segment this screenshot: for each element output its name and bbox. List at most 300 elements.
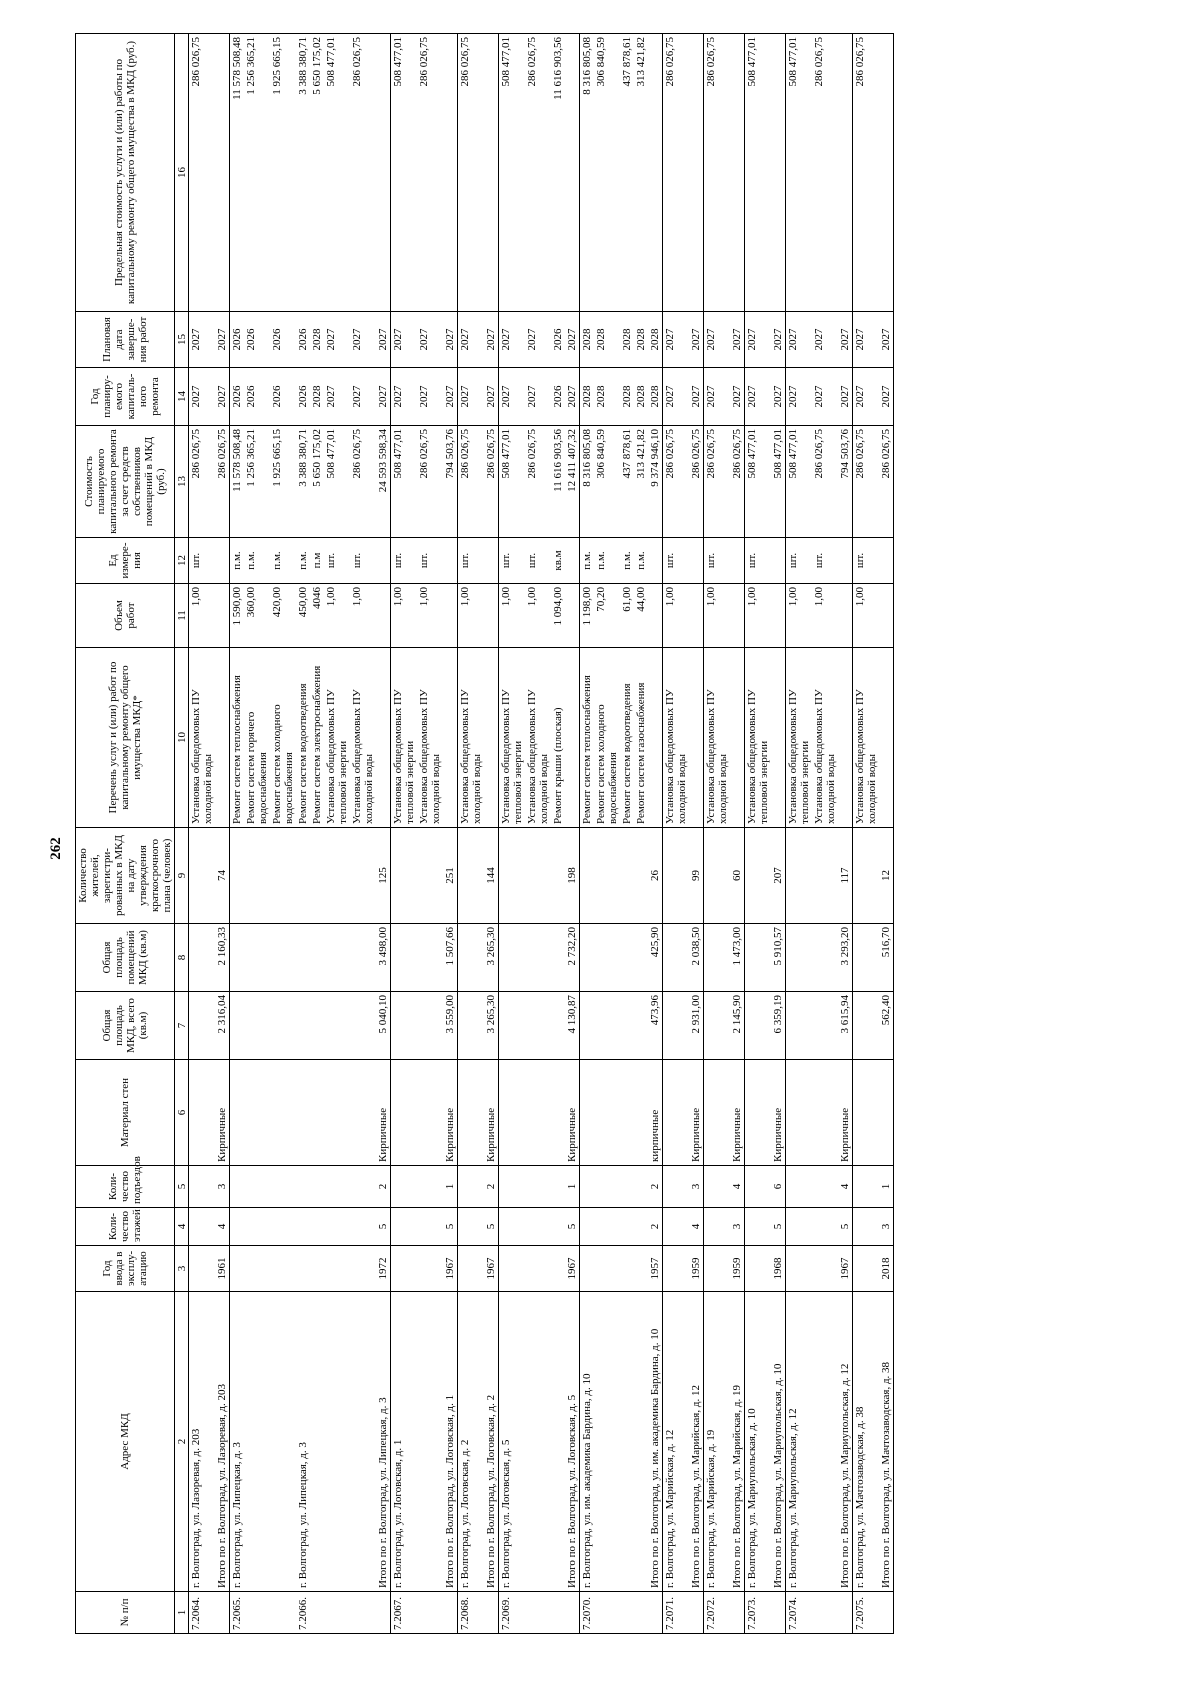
table-cell: 286 026,75 [484, 426, 499, 538]
table-cell: 1972 [376, 1246, 391, 1292]
table-cell [838, 34, 853, 312]
table-cell: 5 040,10 [376, 992, 391, 1060]
table-cell: шт. [812, 538, 838, 584]
table-cell: 2027 [689, 312, 704, 368]
table-row [324, 34, 350, 1634]
table-cell [730, 584, 745, 648]
table-cell [484, 1592, 499, 1634]
table-cell [525, 1060, 551, 1166]
table-cell [634, 1246, 648, 1292]
table-cell [458, 1246, 485, 1292]
column-header: Ед измере-ния [76, 538, 175, 584]
total-row [879, 34, 894, 1634]
table-cell [551, 1592, 565, 1634]
table-cell: г. Волгоград, ул. Логовская, д. 1 [391, 1292, 418, 1592]
table-cell: г. Волгоград, ул. Марийская, д. 12 [663, 1292, 690, 1592]
table-cell [417, 1208, 443, 1246]
table-cell [786, 1060, 813, 1166]
table-cell: 26 [648, 828, 663, 924]
table-cell: п.м. [244, 538, 270, 584]
table-cell [215, 34, 230, 312]
table-cell: 2028 [620, 312, 634, 368]
total-row [565, 34, 580, 1634]
table-cell: 2027 [565, 368, 580, 426]
table-cell: 508 477,01 [786, 426, 813, 538]
table-cell [853, 1208, 880, 1246]
table-cell [594, 828, 620, 924]
table-cell [812, 1246, 838, 1292]
table-cell: Итого по г. Волгоград, ул. Липецкая, д. 3 [376, 1292, 391, 1592]
table-cell: 99 [689, 828, 704, 924]
table-cell: Установка общедомовых ПУ холодной воды [417, 648, 443, 828]
table-cell [525, 1208, 551, 1246]
table-cell: 2027 [853, 312, 880, 368]
table-cell: 1,00 [853, 584, 880, 648]
table-cell [565, 648, 580, 828]
table-cell: 4 [689, 1208, 704, 1246]
table-cell: 1961 [215, 1246, 230, 1292]
table-cell: 11 616 903,56 [551, 426, 565, 538]
table-cell [620, 828, 634, 924]
table-cell: Установка общедомовых ПУ холодной воды [663, 648, 690, 828]
table-cell [594, 1592, 620, 1634]
table-cell [580, 1208, 595, 1246]
table-cell [689, 34, 704, 312]
table-cell: Установка общедомовых ПУ холодной воды [525, 648, 551, 828]
table-cell: 286 026,75 [879, 426, 894, 538]
table-cell [704, 1246, 731, 1292]
table-cell [484, 584, 499, 648]
table-cell: шт. [704, 538, 731, 584]
table-cell [324, 1592, 350, 1634]
table-cell [879, 648, 894, 828]
table-cell: 2026 [551, 368, 565, 426]
table-cell [838, 1592, 853, 1634]
table-cell: Итого по г. Волгоград, ул. Мачтозаводская, д. 38 [879, 1292, 894, 1592]
table-cell: 437 878,61 [620, 34, 634, 312]
column-number: 7 [175, 992, 189, 1060]
table-cell [620, 1166, 634, 1208]
table-row [189, 34, 216, 1634]
table-cell: шт. [663, 538, 690, 584]
table-cell [189, 1246, 216, 1292]
table-cell [230, 1246, 245, 1292]
table-cell [310, 924, 324, 992]
table-cell: 508 477,01 [324, 426, 350, 538]
table-cell [417, 1592, 443, 1634]
table-cell [689, 1592, 704, 1634]
table-cell: 286 026,75 [812, 426, 838, 538]
table-cell: 11 578 508,48 [230, 34, 245, 312]
table-cell: 1,00 [745, 584, 772, 648]
table-cell [244, 1060, 270, 1166]
table-cell [663, 924, 690, 992]
table-cell [745, 828, 772, 924]
table-cell: 2 160,33 [215, 924, 230, 992]
table-cell: 2027 [786, 368, 813, 426]
table-cell: 7.2064. [189, 1592, 216, 1634]
table-cell: 1959 [689, 1246, 704, 1292]
table-cell [838, 538, 853, 584]
table-cell [634, 992, 648, 1060]
column-number: 8 [175, 924, 189, 992]
table-cell [296, 1208, 310, 1246]
table-cell [565, 34, 580, 312]
table-cell: 286 026,75 [417, 426, 443, 538]
table-cell [215, 584, 230, 648]
table-row [745, 34, 772, 1634]
table-cell: Итого по г. Волгоград, ул. Мариупольская, д. 12 [838, 1292, 853, 1592]
table-cell [296, 924, 310, 992]
column-header: Предельная стоимость услуги и (или) работы по капитальному ремонту общего имущества в МКД (руб.) [76, 34, 175, 312]
table-cell: 5 [838, 1208, 853, 1246]
table-cell: 2028 [580, 368, 595, 426]
table-cell [310, 1592, 324, 1634]
table-cell: 2027 [704, 368, 731, 426]
table-cell [565, 538, 580, 584]
table-cell [324, 1060, 350, 1166]
table-cell [551, 1292, 565, 1592]
table-cell: 7.2075. [853, 1592, 880, 1634]
table-cell [376, 584, 391, 648]
table-cell: 2027 [879, 368, 894, 426]
table-cell [376, 34, 391, 312]
table-cell [648, 34, 663, 312]
table-cell [324, 1292, 350, 1592]
table-cell [663, 1166, 690, 1208]
table-cell: 1,00 [458, 584, 485, 648]
table-cell: 2026 [230, 368, 245, 426]
table-cell: 2027 [458, 368, 485, 426]
table-cell: 2027 [484, 312, 499, 368]
table-cell: г. Волгоград, ул. Логовская, д. 5 [499, 1292, 526, 1592]
table-cell: 8 316 805,08 [580, 34, 595, 312]
table-cell: г. Волгоград, ул. Мариупольская, д. 12 [786, 1292, 813, 1592]
table-cell [499, 1060, 526, 1166]
table-cell [391, 924, 418, 992]
column-number: 11 [175, 584, 189, 648]
column-number: 6 [175, 1060, 189, 1166]
table-cell [634, 924, 648, 992]
table-cell: 2027 [663, 368, 690, 426]
table-cell: г. Волгоград, ул. им. академика Бардина, д. 10 [580, 1292, 595, 1592]
table-cell [551, 828, 565, 924]
table-cell [350, 1208, 376, 1246]
table-cell: 12 [879, 828, 894, 924]
table-cell: 2027 [565, 312, 580, 368]
table-cell: 5 910,57 [771, 924, 786, 992]
table-cell: шт. [417, 538, 443, 584]
table-cell [417, 1292, 443, 1592]
table-cell: 2027 [525, 368, 551, 426]
table-cell: 61,00 [620, 584, 634, 648]
table-cell [620, 1592, 634, 1634]
table-cell: 508 477,01 [499, 426, 526, 538]
table-cell: 2027 [215, 368, 230, 426]
table-cell: 1 590,00 [230, 584, 245, 648]
table-cell [525, 1592, 551, 1634]
table-cell: 2027 [853, 368, 880, 426]
table-cell: 2027 [376, 368, 391, 426]
table-cell: шт. [786, 538, 813, 584]
table-cell: 2027 [350, 312, 376, 368]
column-header: Стоимость планируемого капитального ремонта за счет средств собственников помещений в МКД (руб.) [76, 426, 175, 538]
table-cell [551, 1208, 565, 1246]
table-cell: 2027 [771, 368, 786, 426]
table-cell: Установка общедомовых ПУ холодной воды [704, 648, 731, 828]
table-row [580, 34, 595, 1634]
table-cell: 5 650 175,02 [310, 426, 324, 538]
table-cell: 2028 [620, 368, 634, 426]
table-cell [324, 1166, 350, 1208]
table-cell: 2027 [484, 368, 499, 426]
table-cell [230, 1208, 245, 1246]
table-cell: шт. [853, 538, 880, 584]
table-cell [525, 924, 551, 992]
table-cell: 3 388 380,71 [296, 34, 310, 312]
column-header: Общая площадь МКД, всего (кв.м) [76, 992, 175, 1060]
table-cell: п.м. [634, 538, 648, 584]
table-cell: 1959 [730, 1246, 745, 1292]
table-cell [879, 538, 894, 584]
table-cell: 508 477,01 [745, 34, 772, 312]
table-cell [310, 828, 324, 924]
table-cell [270, 1292, 296, 1592]
table-cell: Кирпичные [565, 1060, 580, 1166]
table-cell [786, 828, 813, 924]
table-cell: Итого по г. Волгоград, ул. Логовская, д. 1 [443, 1292, 458, 1592]
table-cell: 1,00 [189, 584, 216, 648]
table-cell [350, 1592, 376, 1634]
table-cell [853, 992, 880, 1060]
table-cell: 2027 [443, 368, 458, 426]
table-cell: 2027 [879, 312, 894, 368]
table-cell: 2027 [838, 312, 853, 368]
table-cell [391, 1208, 418, 1246]
total-row [215, 34, 230, 1634]
table-cell [443, 648, 458, 828]
table-row [704, 34, 731, 1634]
table-cell [812, 1592, 838, 1634]
table-cell [310, 1292, 324, 1592]
table-cell [580, 1166, 595, 1208]
table-cell [391, 1166, 418, 1208]
table-cell: 3 265,30 [484, 924, 499, 992]
column-number: 1 [175, 1592, 189, 1634]
column-header: Год планиру-емого капиталь-ного ремонта [76, 368, 175, 426]
table-cell: 2 038,50 [689, 924, 704, 992]
table-cell [391, 828, 418, 924]
table-cell: 1 094,00 [551, 584, 565, 648]
table-cell: Итого по г. Волгоград, ул. им. академика Бардина, д. 10 [648, 1292, 663, 1592]
table-cell [458, 924, 485, 992]
table-cell [244, 1592, 270, 1634]
table-cell [853, 1166, 880, 1208]
table-cell [270, 1060, 296, 1166]
table-cell [580, 1246, 595, 1292]
table-cell [879, 1592, 894, 1634]
table-cell: Ремонт крыши (плоская) [551, 648, 565, 828]
table-cell: 794 503,76 [838, 426, 853, 538]
table-cell: 1967 [443, 1246, 458, 1292]
table-cell: 2028 [648, 312, 663, 368]
table-cell: п.м. [230, 538, 245, 584]
table-cell: 2 145,90 [730, 992, 745, 1060]
column-number: 15 [175, 312, 189, 368]
table-cell [565, 1592, 580, 1634]
table-cell [634, 1292, 648, 1592]
table-cell: Установка общедомовых ПУ холодной воды [458, 648, 485, 828]
table-cell [853, 1060, 880, 1166]
table-cell: 286 026,75 [704, 34, 731, 312]
table-cell: 2026 [244, 312, 270, 368]
table-cell: 2026 [296, 368, 310, 426]
table-cell: 6 359,19 [771, 992, 786, 1060]
table-cell [310, 1208, 324, 1246]
table-cell [879, 584, 894, 648]
table-cell [730, 1592, 745, 1634]
table-cell: 7.2068. [458, 1592, 485, 1634]
table-cell [663, 992, 690, 1060]
table-cell [620, 1246, 634, 1292]
table-cell [771, 538, 786, 584]
table-cell [350, 1166, 376, 1208]
table-cell: г. Волгоград, ул. Липецкая, д. 3 [296, 1292, 310, 1592]
table-cell [620, 924, 634, 992]
table-cell: 2018 [879, 1246, 894, 1292]
table-cell [350, 828, 376, 924]
table-cell [704, 1208, 731, 1246]
table-row [350, 34, 376, 1634]
table-cell: 4 [730, 1166, 745, 1208]
table-cell: 144 [484, 828, 499, 924]
table-cell [484, 648, 499, 828]
table-cell: 2027 [730, 312, 745, 368]
table-row [391, 34, 418, 1634]
table-cell: шт. [324, 538, 350, 584]
table-cell: 508 477,01 [391, 426, 418, 538]
table-cell: 1,00 [704, 584, 731, 648]
table-row [244, 34, 270, 1634]
table-cell: 425,90 [648, 924, 663, 992]
table-row [417, 34, 443, 1634]
table-cell: 207 [771, 828, 786, 924]
table-cell: шт. [458, 538, 485, 584]
table-cell [648, 1592, 663, 1634]
table-cell: 360,00 [244, 584, 270, 648]
column-header: Количество жителей, зарегистри-рованных в МКД на дату утверждения краткосрочного плана (человек) [76, 828, 175, 924]
table-cell [484, 538, 499, 584]
table-cell [458, 1060, 485, 1166]
table-cell [215, 648, 230, 828]
table-cell [771, 34, 786, 312]
table-cell [443, 538, 458, 584]
table-cell [417, 1060, 443, 1166]
table-cell: г. Волгоград, ул. Логовская, д. 2 [458, 1292, 485, 1592]
table-cell [270, 1246, 296, 1292]
table-row [230, 34, 245, 1634]
table-cell [879, 1060, 894, 1166]
table-cell: 286 026,75 [458, 34, 485, 312]
table-cell [730, 538, 745, 584]
table-cell [853, 828, 880, 924]
table-cell: 2027 [215, 312, 230, 368]
table-cell: Кирпичные [376, 1060, 391, 1166]
table-cell: 1,00 [663, 584, 690, 648]
table-cell [499, 828, 526, 924]
table-row [786, 34, 813, 1634]
table-cell: 508 477,01 [499, 34, 526, 312]
table-cell: г. Волгоград, ул. Мариупольская, д. 10 [745, 1292, 772, 1592]
table-cell: 2 [648, 1166, 663, 1208]
table-cell: Ремонт систем газоснабжения [634, 648, 648, 828]
table-cell: 306 840,59 [594, 34, 620, 312]
column-number: 3 [175, 1246, 189, 1292]
table-cell [771, 584, 786, 648]
table-row [634, 34, 648, 1634]
table-cell [417, 1166, 443, 1208]
table-cell [244, 1166, 270, 1208]
table-cell: 2 316,04 [215, 992, 230, 1060]
total-row [771, 34, 786, 1634]
table-cell: Итого по г. Волгоград, ул. Мариупольская, д. 10 [771, 1292, 786, 1592]
table-cell [525, 1166, 551, 1208]
table-cell: шт. [499, 538, 526, 584]
table-cell [270, 924, 296, 992]
table-cell: 2027 [786, 312, 813, 368]
table-cell [417, 924, 443, 992]
table-cell: Кирпичные [215, 1060, 230, 1166]
table-cell: 3 [730, 1208, 745, 1246]
table-header [76, 34, 189, 1634]
total-row [648, 34, 663, 1634]
table-cell [244, 924, 270, 992]
table-cell: Ремонт систем холодного водоснабжения [270, 648, 296, 828]
table-cell [812, 828, 838, 924]
table-cell [620, 1060, 634, 1166]
column-header: Год ввода в эксплу-атацию [76, 1246, 175, 1292]
table-cell: 2028 [594, 368, 620, 426]
table-cell: 2028 [594, 312, 620, 368]
table-cell: Кирпичные [730, 1060, 745, 1166]
table-cell [620, 992, 634, 1060]
table-cell: 2028 [310, 312, 324, 368]
table-row [310, 34, 324, 1634]
table-cell [594, 1060, 620, 1166]
table-cell: 2028 [634, 368, 648, 426]
table-cell: 1,00 [499, 584, 526, 648]
table-cell: 286 026,75 [812, 34, 838, 312]
table-cell: 286 026,75 [189, 426, 216, 538]
table-cell: 24 593 598,34 [376, 426, 391, 538]
table-cell [689, 648, 704, 828]
table-cell: 5 [376, 1208, 391, 1246]
table-cell [812, 1292, 838, 1592]
table-cell: 420,00 [270, 584, 296, 648]
table-cell: 1 256 365,21 [244, 34, 270, 312]
table-cell [879, 34, 894, 312]
table-cell [391, 1246, 418, 1292]
table-cell: 7.2070. [580, 1592, 595, 1634]
table-cell: 11 616 903,56 [551, 34, 565, 312]
table-cell: 2027 [417, 368, 443, 426]
table-cell: 117 [838, 828, 853, 924]
table-cell [551, 1166, 565, 1208]
table-cell [786, 1208, 813, 1246]
table-cell: шт. [189, 538, 216, 584]
table-cell: 1 198,00 [580, 584, 595, 648]
total-row [484, 34, 499, 1634]
